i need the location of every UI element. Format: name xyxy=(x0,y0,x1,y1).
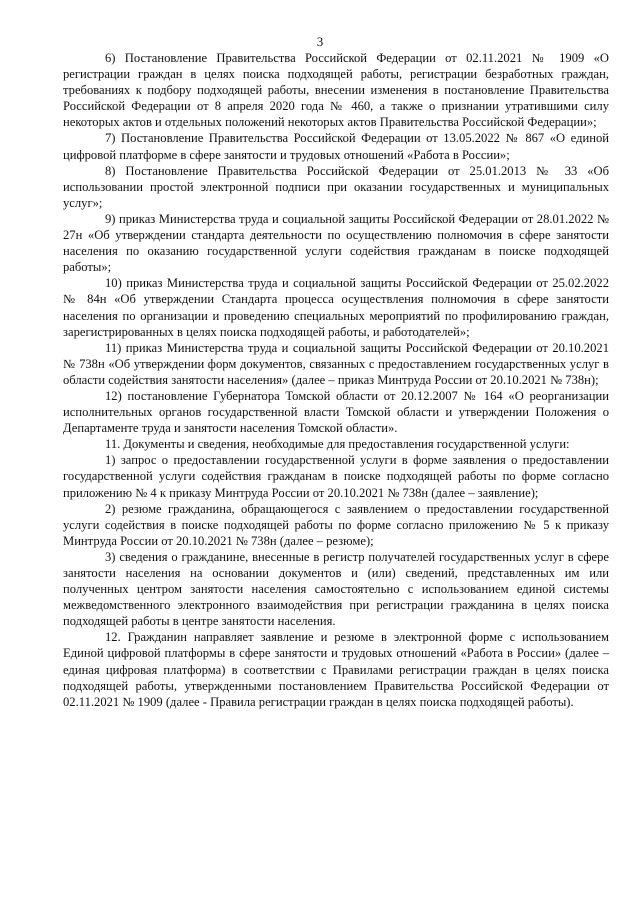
paragraph-item-7: 7) Постановление Правительства Российской Федерации от 13.05.2022 № 867 «О единой цифровой платформе в сфере занятости и трудовых отношений «Работа в России»; xyxy=(63,131,609,162)
document-item-3: 3) сведения о гражданине, внесенные в регистр получателей государственных услуг в сфере занятости населения на основании документов и (или) сведений, представленных им или полученных центром занятости населения самостоятельно с использованием единой системы межведомственного электронного взаимодействия при регистрации гражданина в целях поиска подходящей работы в центре занятости населения. xyxy=(63,549,609,629)
section-11-heading: 11. Документы и сведения, необходимые для предоставления государственной услуги: xyxy=(105,437,570,452)
paragraph-item-11: 11) приказ Министерства труда и социальной защиты Российской Федерации от 20.10.2021 № 738н «Об утверждении форм документов, связанных с предоставлением государственных услуг в области содействия занятости населения» (далее – приказ Минтруда России от 20.10.2021 № 738н); xyxy=(63,340,609,387)
document-item-1: 1) запрос о предоставлении государственной услуги в форме заявления о предоставлении государственной услуги содействия гражданам в поиске подходящей работы по форме согласно приложению № 4 к приказу Минтруда России от 20.10.2021 № 738н (далее – заявление); xyxy=(63,453,609,500)
paragraph-item-8: 8) Постановление Правительства Российской Федерации от 25.01.2013 № 33 «Об использовании простой электронной подписи при оказании государственных и муниципальных услуг»; xyxy=(63,163,609,210)
page-number: 3 xyxy=(316,34,324,49)
section-12-paragraph: 12. Гражданин направляет заявление и резюме в электронной форме с использованием Единой цифровой платформы в сфере занятости и трудовых отношений «Работа в России» (далее – единая цифровая платформа) в соответствии с Правилами регистрации граждан в целях поиска подходящей работы, утвержденными постановлением Правительства Российской Федерации от 02.11.2021 № 1909 (далее - Правила регистрации граждан в целях поиска подходящей работы). xyxy=(63,630,609,709)
paragraph-item-9: 9) приказ Министерства труда и социальной защиты Российской Федерации от 28.01.2022 № 27н «Об утверждении стандарта деятельности по осуществлению полномочия в сфере занятости населения по оказанию государственной услуги содействия гражданам в поиске подходящей работы»; xyxy=(63,211,609,275)
paragraph-item-10: 10) приказ Министерства труда и социальной защиты Российской Федерации от 25.02.2022 № 84н «Об утверждении Стандарта процесса осуществления полномочия в сфере занятости населения по организации и проведению специальных мероприятий по профилированию граждан, зарегистрированных в целях поиска подходящей работы, и работодателей»; xyxy=(63,276,609,339)
document-body xyxy=(63,50,609,710)
document-item-2: 2) резюме гражданина, обращающегося с заявлением о предоставлении государственной услуги содействия в поиске подходящей работы по форме согласно приложению № 5 к приказу Минтруда России от 20.10.2021 № 738н (далее – резюме); xyxy=(63,501,609,548)
paragraph-item-12: 12) постановление Губернатора Томской области от 20.12.2007 № 164 «О реорганизации исполнительных органов государственной власти Томской области и утверждении Положения о Департаменте труда и занятости населения Томской области». xyxy=(63,388,609,436)
paragraph-item-6: 6) Постановление Правительства Российской Федерации от 02.11.2021 № 1909 «О регистрации граждан в целях поиска подходящей работы, регистрации безработных граждан, требованиях к подбору подходящей работы, внесении изменения в постановление Правительства Российской Федерации от 8 апреля 2020 года № 460, а также о признании утратившими силу некоторых актов и отдельных положений некоторых актов Правительства Российской Федерации»; xyxy=(63,51,609,130)
